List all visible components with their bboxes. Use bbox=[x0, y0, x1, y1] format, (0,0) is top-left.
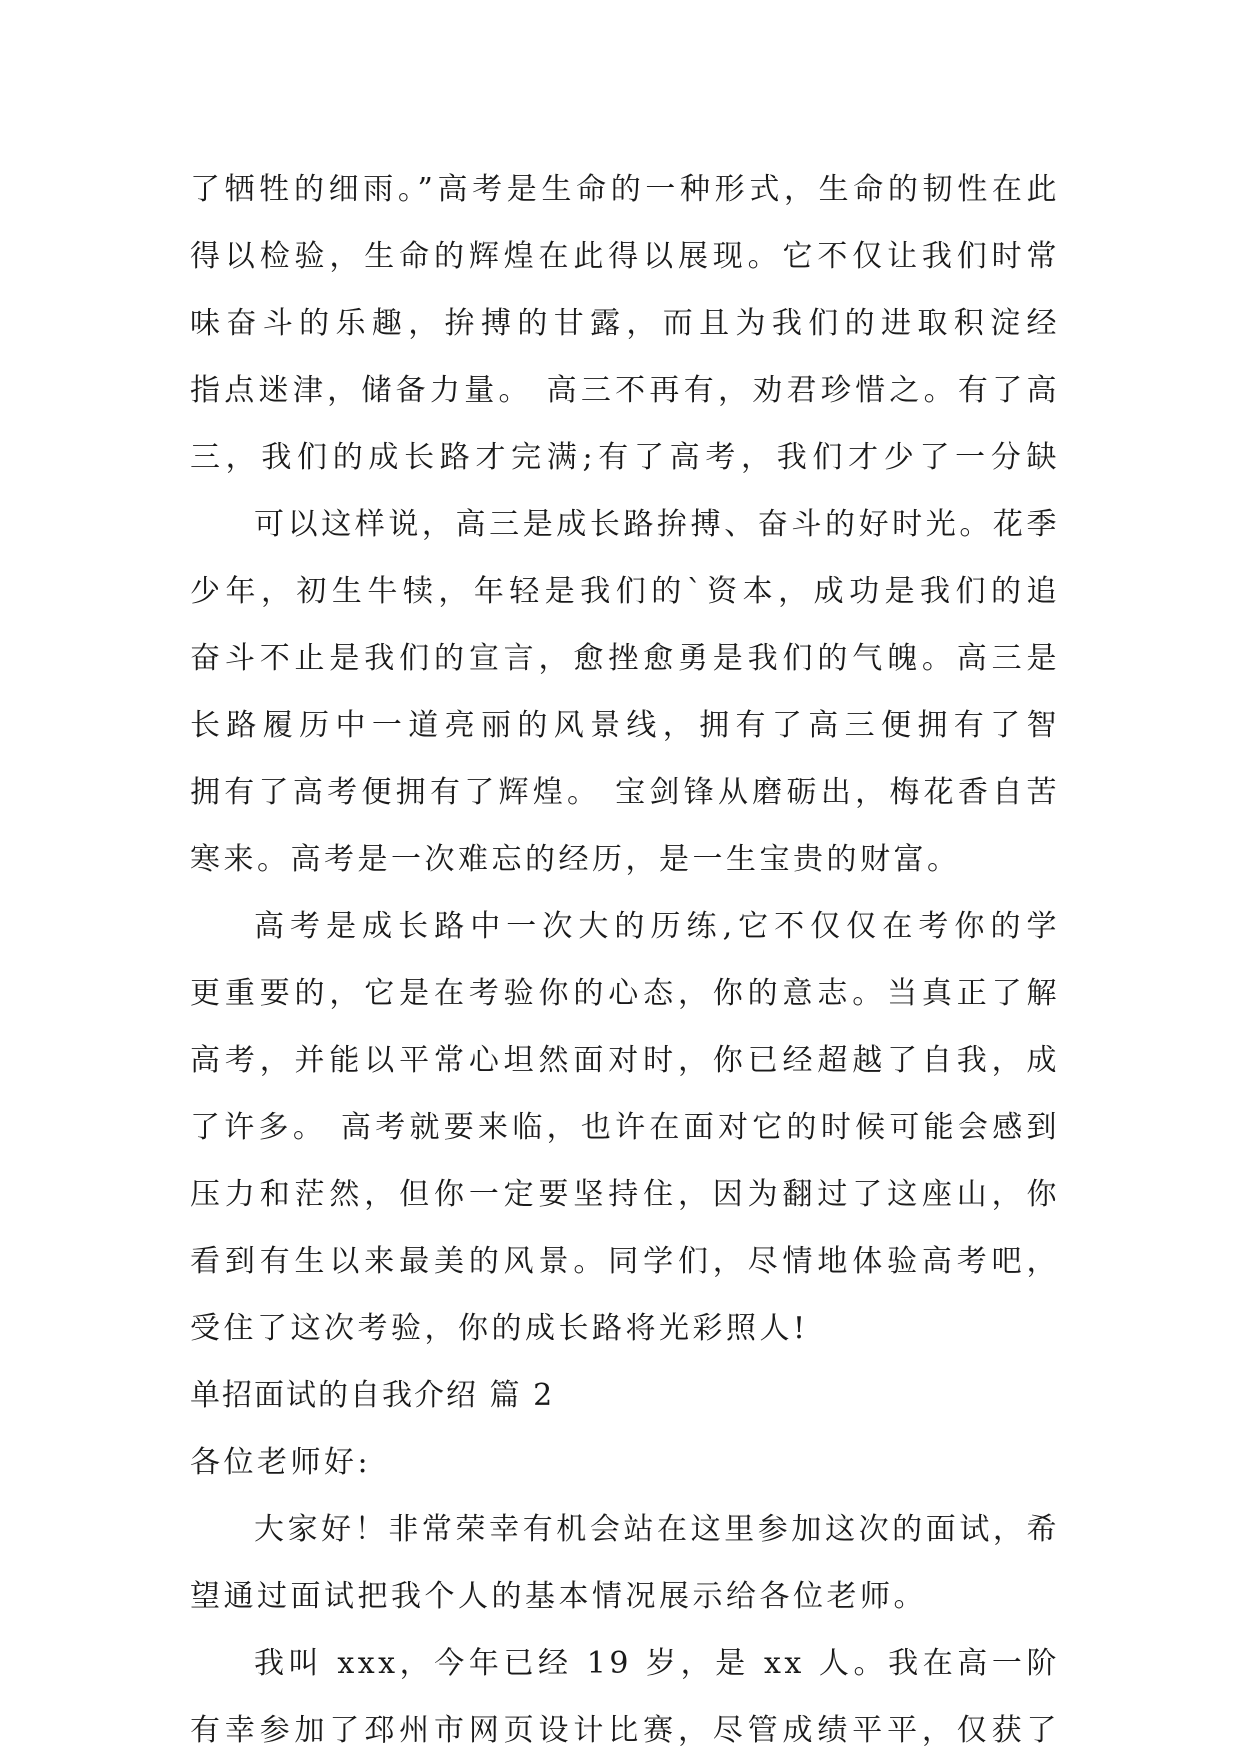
text-line: 少年，初生牛犊，年轻是我们的`资本，成功是我们的追 bbox=[190, 574, 1060, 609]
text-line: 得以检验，生命的辉煌在此得以展现。它不仅让我们时常 bbox=[190, 239, 1060, 274]
text-line: 望通过面试把我个人的基本情况展示给各位老师。 bbox=[190, 1579, 927, 1614]
paragraph-first-line: 高考是成长路中一次大的历练,它不仅仅在考你的学 bbox=[254, 909, 1060, 944]
text-line: 长路履历中一道亮丽的风景线，拥有了高三便拥有了智 bbox=[190, 708, 1060, 743]
text-line: 受住了这次考验，你的成长路将光彩照人! bbox=[190, 1311, 809, 1346]
text-line: 寒来。高考是一次难忘的经历，是一生宝贵的财富。 bbox=[190, 842, 961, 877]
text-line: 了许多。 高考就要来临，也许在面对它的时候可能会感到 bbox=[190, 1110, 1060, 1145]
salutation: 各位老师好: bbox=[190, 1445, 372, 1480]
text-line: 指点迷津，储备力量。 高三不再有，劝君珍惜之。有了高 bbox=[190, 373, 1060, 408]
text-line: 看到有生以来最美的风景。同学们，尽情地体验高考吧， bbox=[190, 1244, 1060, 1279]
text-line: 压力和茫然，但你一定要坚持住，因为翻过了这座山，你 bbox=[190, 1177, 1060, 1212]
text-line: 更重要的，它是在考验你的心态，你的意志。当真正了解 bbox=[190, 976, 1060, 1011]
document-body bbox=[190, 156, 1060, 1764]
text-line: 奋斗不止是我们的宣言，愈挫愈勇是我们的气魄。高三是 bbox=[190, 641, 1060, 676]
text-line: 了牺牲的细雨。”高考是生命的一种形式，生命的韧性在此 bbox=[190, 172, 1060, 207]
text-line: 高考，并能以平常心坦然面对时，你已经超越了自我，成 bbox=[190, 1043, 1060, 1078]
paragraph-first-line: 大家好！非常荣幸有机会站在这里参加这次的面试，希 bbox=[254, 1512, 1060, 1547]
text-line: 拥有了高考便拥有了辉煌。 宝剑锋从磨砺出，梅花香自苦 bbox=[190, 775, 1060, 810]
paragraph-first-line: 可以这样说，高三是成长路拚搏、奋斗的好时光。花季 bbox=[254, 507, 1060, 542]
text-line: 三，我们的成长路才完满;有了高考，我们才少了一分缺 bbox=[190, 440, 1060, 475]
section-heading: 单招面试的自我介绍 篇 2 bbox=[190, 1378, 555, 1413]
text-line: 有幸参加了邳州市网页设计比赛，尽管成绩平平，仅获了 bbox=[190, 1713, 1060, 1748]
text-line: 味奋斗的乐趣，拚搏的甘露，而且为我们的进取积淀经 bbox=[190, 306, 1060, 341]
paragraph-first-line: 我叫 xxx，今年已经 19 岁，是 xx 人。我在高一阶 bbox=[254, 1646, 1060, 1681]
